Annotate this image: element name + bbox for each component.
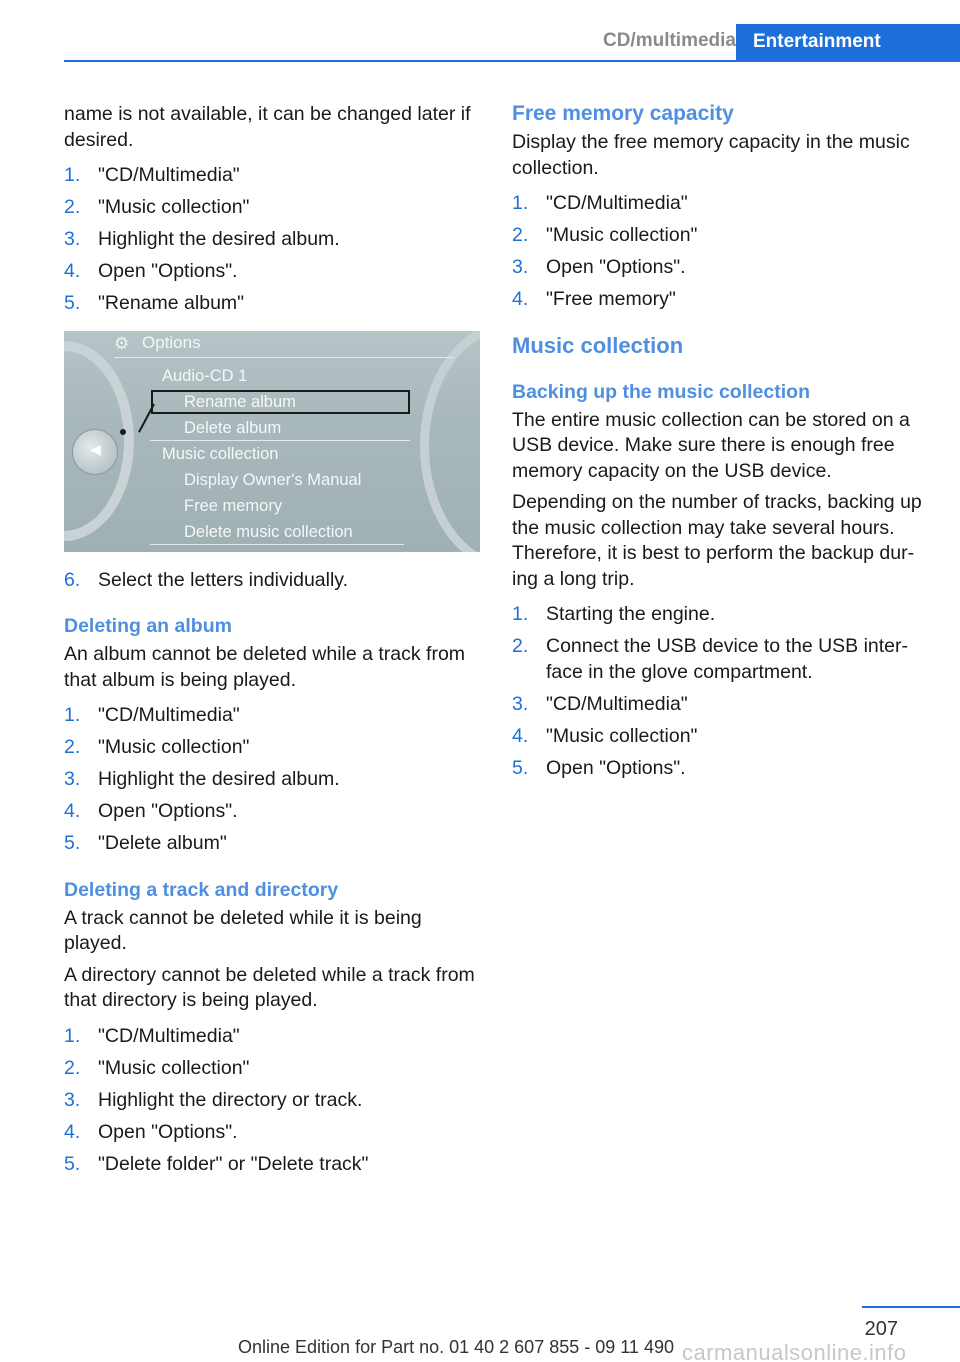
delete-track-steps	[64, 1024, 482, 1178]
heading-backing-up: Backing up the music collection	[512, 380, 810, 403]
delete-track-text-1: A track cannot be deleted while it is being played.	[64, 906, 422, 954]
footer-rule	[862, 1306, 960, 1308]
backup-text-2: Depending on the number of tracks, backing up the music collection may take several hours. Therefore, it is best to perform the backup dur‐ ing a long trip.	[512, 491, 922, 590]
heading-free-memory: Free memory capacity	[512, 102, 734, 125]
header-section: CD/multimedia	[602, 30, 736, 51]
list-item: 4. Open "Options".	[64, 260, 238, 282]
screen-item-audio-cd: Audio-CD 1	[162, 366, 248, 385]
page-header	[64, 24, 960, 62]
delete-album-text: An album cannot be deleted while a track from that album is being played.	[64, 643, 466, 691]
rename-steps-cont	[64, 568, 482, 594]
list-item: 2. Connect the USB device to the USB inter‐ face in the glove compartment.	[512, 635, 909, 683]
list-item: 6. Select the letters individually.	[64, 568, 349, 591]
screen-item-music-collection: Music collection	[162, 444, 279, 463]
left-column	[64, 102, 482, 1185]
delete-album-steps	[64, 703, 482, 857]
list-item: 4. Open "Options".	[64, 1120, 238, 1143]
backup-text-1: The entire music collection can be stored on a USB device. Make sure there is enough free memory capacity on the USB device.	[512, 408, 910, 482]
page-number: 207	[864, 1318, 898, 1340]
options-screen-image	[64, 331, 480, 552]
watermark: carmanualsonline.info	[682, 1340, 907, 1362]
list-item: 4. "Music collection"	[512, 724, 698, 747]
screen-item-delete-album: Delete album	[184, 418, 282, 437]
list-item: 3. Highlight the directory or track.	[64, 1088, 363, 1111]
list-item: 4. Open "Options".	[64, 800, 238, 822]
delete-track-text-2: A directory cannot be deleted while a track from that directory is being played.	[64, 963, 475, 1011]
pointer-line	[138, 403, 155, 432]
screen-title: Options	[142, 332, 201, 352]
list-item: 5. Open "Options".	[512, 756, 686, 779]
free-memory-text: Display the free memory capacity in the music collection.	[512, 131, 910, 179]
heading-music-collection: Music collection	[512, 332, 684, 358]
list-item: 2. "Music collection"	[64, 736, 250, 758]
heading-deleting-track: Deleting a track and directory	[64, 878, 339, 901]
list-item: 2. "Music collection"	[64, 196, 250, 218]
list-item: 3. Open "Options".	[512, 256, 686, 278]
list-item: 1. "CD/Multimedia"	[64, 1024, 240, 1047]
list-item: 1. "CD/Multimedia"	[64, 164, 240, 186]
options-gear-icon: ⚙	[114, 333, 130, 353]
intro-text: name is not available, it can be changed later if desired.	[64, 103, 471, 151]
list-item: 5. "Delete folder" or "Delete track"	[64, 1152, 369, 1175]
heading-deleting-album: Deleting an album	[64, 615, 232, 637]
list-item: 1. "CD/Multimedia"	[64, 704, 240, 726]
header-chapter: Entertainment	[736, 24, 960, 60]
screen-item-rename-album: Rename album	[184, 392, 296, 411]
screen-item-free-memory: Free memory	[184, 496, 283, 515]
list-item: 1. "CD/Multimedia"	[512, 192, 688, 214]
list-item: 4. "Free memory"	[512, 288, 676, 310]
backup-steps	[512, 602, 930, 781]
screen-item-delete-collection: Delete music collection	[184, 522, 353, 541]
list-item: 2. "Music collection"	[64, 1056, 250, 1079]
screen-item-owners-manual: Display Owner's Manual	[184, 470, 362, 489]
list-item: 1. Starting the engine.	[512, 603, 716, 625]
list-item: 3. "CD/Multimedia"	[512, 692, 688, 715]
left-arrow-icon: ◀	[90, 440, 101, 457]
right-column	[512, 102, 930, 789]
list-item: 2. "Music collection"	[512, 224, 698, 246]
rename-steps	[64, 163, 482, 317]
list-item: 5. "Rename album"	[64, 292, 245, 314]
edition-text: Online Edition for Part no. 01 40 2 607 855 - 09 11 490	[238, 1337, 674, 1357]
list-item: 3. Highlight the desired album.	[64, 228, 340, 250]
list-item: 5. "Delete album"	[64, 832, 227, 854]
free-memory-steps	[512, 191, 930, 313]
list-item: 3. Highlight the desired album.	[64, 768, 340, 790]
